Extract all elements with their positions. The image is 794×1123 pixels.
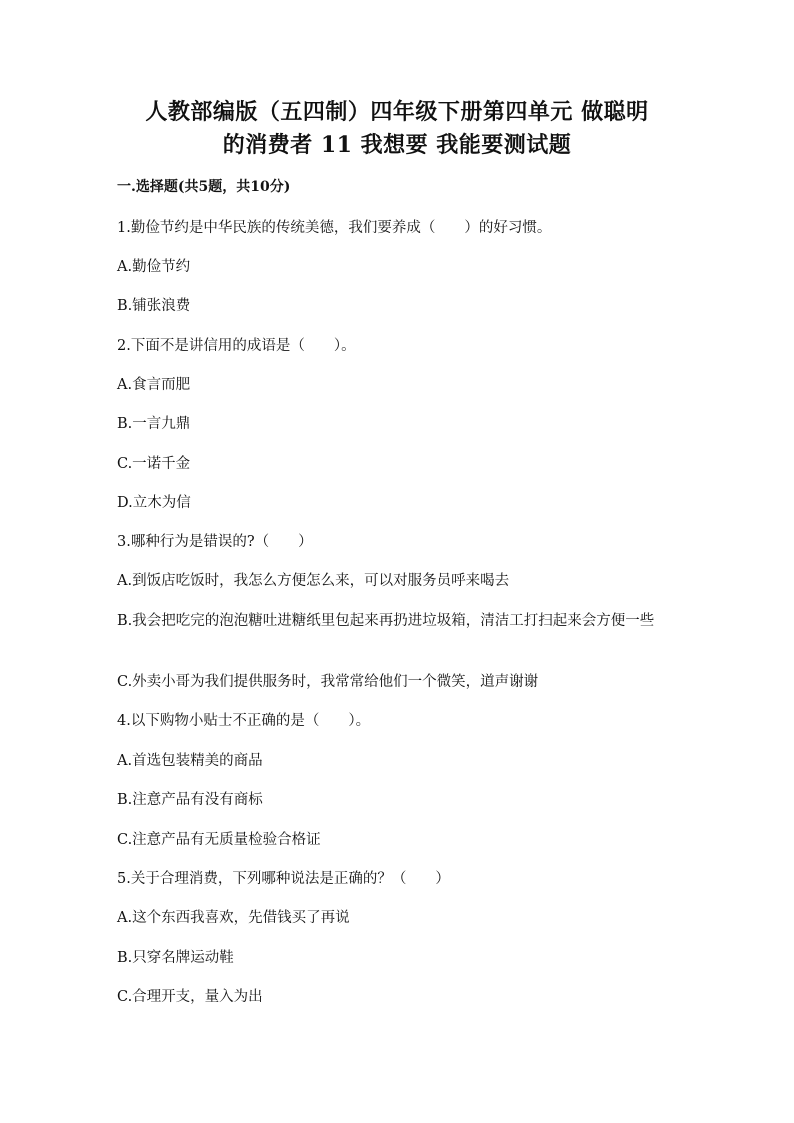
question-2-option-a: A.食言而肥 (117, 377, 191, 393)
question-2-option-d: D.立木为信 (117, 495, 191, 511)
question-5-stem: 5.关于合理消费，下列哪种说法是正确的？（ ） (117, 871, 450, 887)
question-1-option-b: B.铺张浪费 (117, 298, 191, 314)
question-5-option-a: A.这个东西我喜欢，先借钱买了再说 (117, 910, 350, 926)
question-4-option-b: B.注意产品有没有商标 (117, 792, 263, 808)
question-1-option-a: A.勤俭节约 (117, 259, 191, 275)
section-heading: 一.选择题(共5题，共10分) (117, 179, 291, 195)
question-2-option-b: B.一言九鼎 (117, 416, 191, 432)
question-3-stem: 3.哪种行为是错误的?（ ） (117, 534, 313, 550)
question-3-option-c: C.外卖小哥为我们提供服务时，我常常给他们一个微笑，道声谢谢 (117, 674, 539, 690)
page-title-line-2: 的消费者 11 我想要 我能要测试题 (222, 132, 572, 158)
question-4-stem: 4.以下购物小贴士不正确的是（ ）。 (117, 713, 371, 729)
question-5-option-c: C.合理开支，量入为出 (117, 989, 263, 1005)
question-2-stem: 2.下面不是讲信用的成语是（ ）。 (117, 338, 356, 354)
question-4-option-c: C.注意产品有无质量检验合格证 (117, 832, 321, 848)
question-2-option-c: C.一诺千金 (117, 456, 191, 472)
question-4-option-a: A.首选包装精美的商品 (117, 753, 263, 769)
page-title-line-1: 人教部编版（五四制）四年级下册第四单元 做聪明 (145, 99, 649, 125)
question-5-option-b: B.只穿名牌运动鞋 (117, 950, 234, 966)
question-1-stem: 1.勤俭节约是中华民族的传统美德，我们要养成（ ）的好习惯。 (117, 220, 552, 236)
question-3-option-b: B.我会把吃完的泡泡糖吐进糖纸里包起来再扔进垃圾箱，清洁工打扫起来会方便一些 (117, 613, 655, 629)
question-3-option-a: A.到饭店吃饭时，我怎么方便怎么来，可以对服务员呼来喝去 (117, 573, 510, 589)
